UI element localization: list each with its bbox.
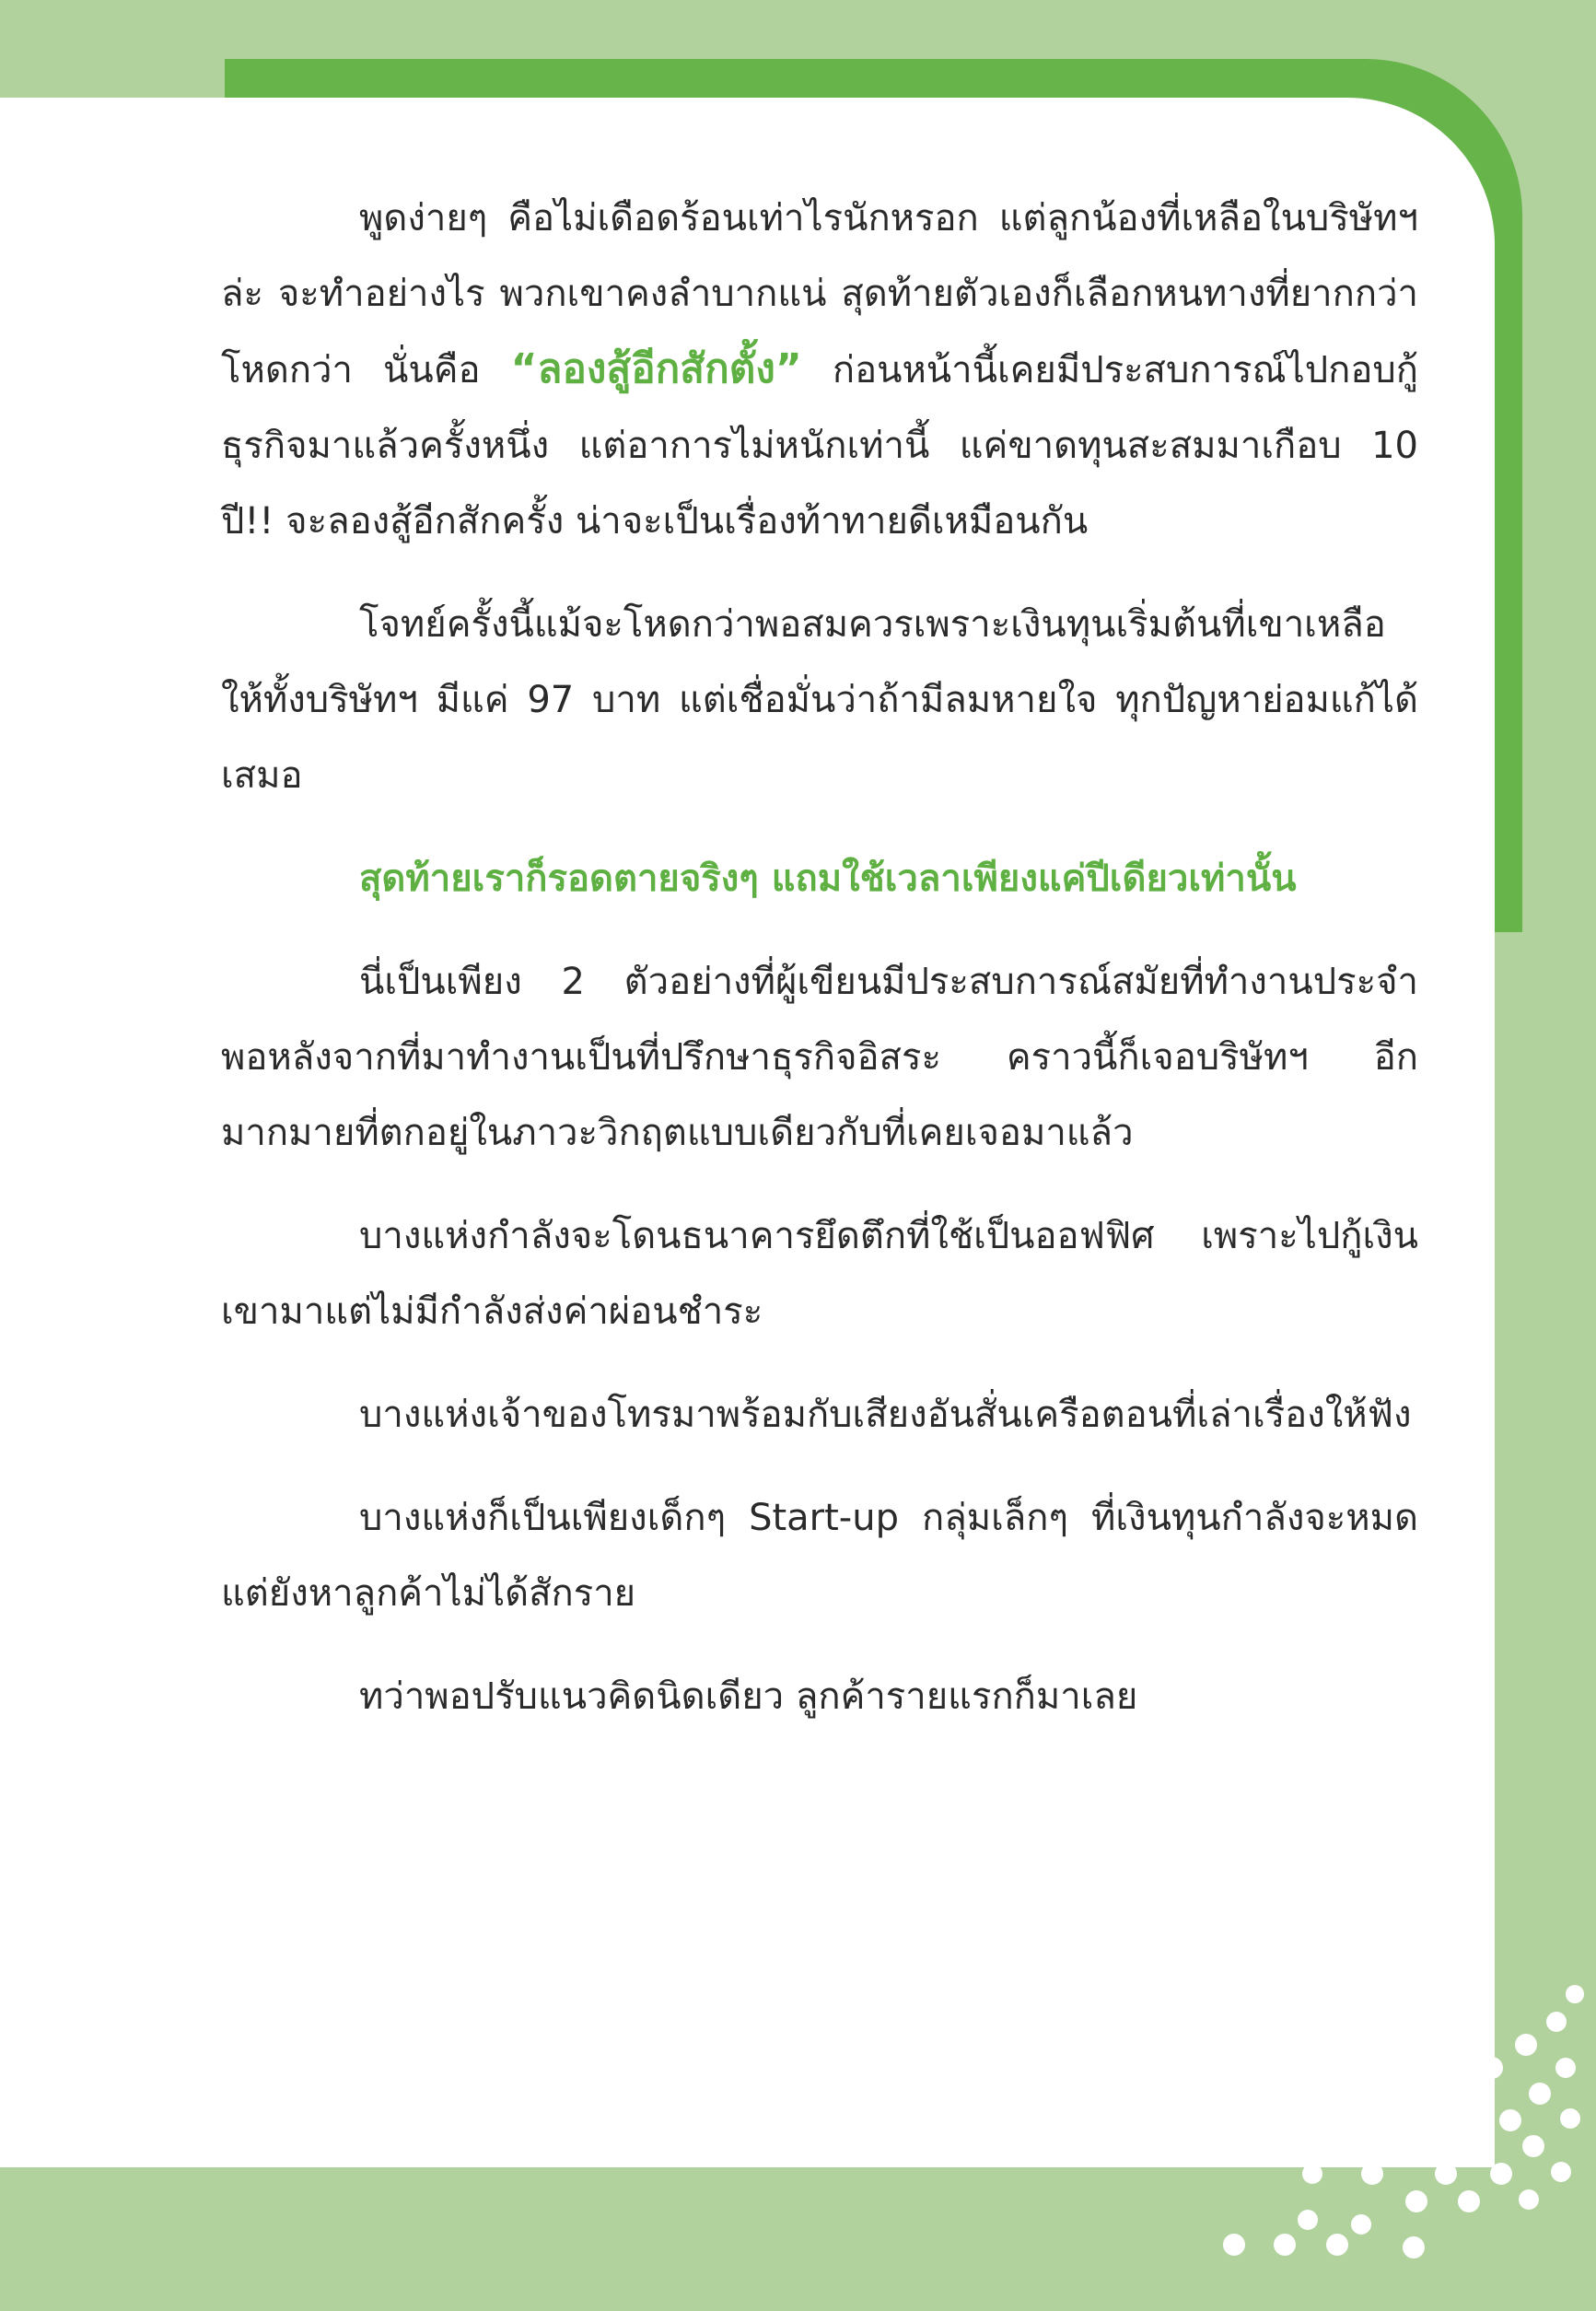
subheading: สุดท้ายเราก็รอดตายจริงๆ แถมใช้เวลาเพียงแค่ปีเดียวเท่านั้น <box>359 858 1297 900</box>
paragraph-7: ทว่าพอปรับแนวคิดนิดเดียว ลูกค้ารายแรกก็มาเลย <box>359 1675 1138 1718</box>
paragraph-3: นี่เป็นเพียง 2 ตัวอย่างที่ผู้เขียนมีประสบการณ์สมัยที่ทำงานประจำ พอหลังจากที่มาทำงานเป็นที่ปรึกษาธุรกิจอิสระ คราวนี้ก็เจอบริษัทฯ อีกมากมายที่ตกอยู่ในภาวะวิกฤตแบบเดียวกับที่เคยเจอมาแล้ว <box>221 961 1418 1154</box>
paragraph-5: บางแห่งเจ้าของโทรมาพร้อมกับเสียงอันสั่นเครือตอนที่เล่าเรื่องให้ฟัง <box>359 1394 1412 1436</box>
paragraph-1-text-a: พูดง่ายๆ คือไม่เดือดร้อนเท่าไรนักหรอก แต่ลูกน้องที่เหลือในบริษัทฯ ล่ะ จะทำอย่างไร พวกเขาคงลำบากแน่ สุดท้ายตัวเองก็เลือกหนทางที่ยากกว่า โหดกว่า นั่นคือ <box>221 197 1418 391</box>
paragraph-1 <box>221 181 1418 559</box>
body-text <box>221 181 1418 1734</box>
highlight-quote: “ลองสู้อีกสักตั้ง” <box>510 345 802 392</box>
paragraph-2: โจทย์ครั้งนี้แม้จะโหดกว่าพอสมควรเพราะเงินทุนเริ่มต้นที่เขาเหลือให้ทั้งบริษัทฯ มีแค่ 97 บาท แต่เชื่อมั่นว่าถ้ามีลมหายใจ ทุกปัญหาย่อมแก้ได้เสมอ <box>221 603 1418 797</box>
paragraph-6: บางแห่งก็เป็นเพียงเด็กๆ Start-up กลุ่มเล็กๆ ที่เงินทุนกำลังจะหมด แต่ยังหาลูกค้าไม่ได้สักราย <box>221 1497 1418 1615</box>
paragraph-1-text-b: ก่อนหน้านี้เคยมีประสบการณ์ไปกอบกู้ธุรกิจมาแล้วครั้งหนึ่ง แต่อาการไม่หนักเท่านี้ แค่ขาดทุนสะสมมาเกือบ 10 ปี!! จะลองสู้อีกสักครั้ง น่าจะเป็นเรื่องท้าทายดีเหมือนกัน <box>221 349 1418 543</box>
paragraph-4: บางแห่งกำลังจะโดนธนาคารยึดตึกที่ใช้เป็นออฟฟิศ เพราะไปกู้เงินเขามาแต่ไม่มีกำลังส่งค่าผ่อนชำระ <box>221 1215 1418 1333</box>
